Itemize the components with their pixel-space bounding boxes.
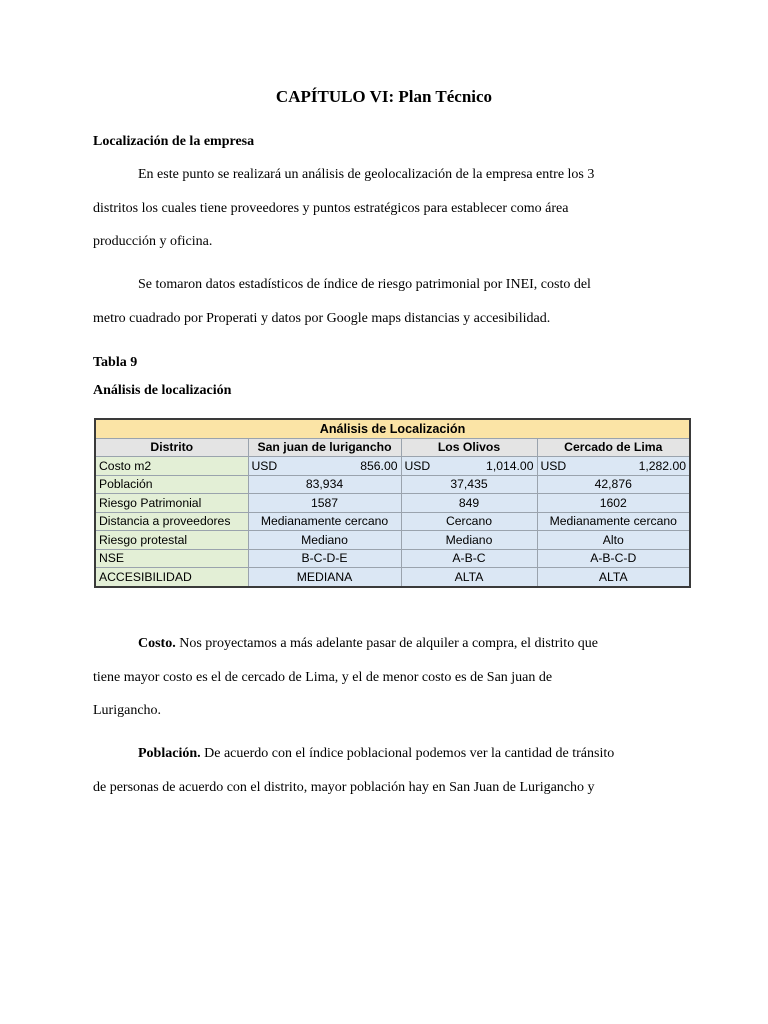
table-cell: USD 856.00 — [248, 457, 401, 476]
paragraph-line: producción y oficina. — [93, 234, 213, 249]
table-cell: 83,934 — [248, 475, 401, 494]
table-cell: 37,435 — [401, 475, 537, 494]
column-header: Los Olivos — [401, 438, 537, 457]
paragraph-line: Lurigancho. — [93, 703, 162, 718]
table-cell: 849 — [401, 494, 537, 513]
table-cell: B-C-D-E — [248, 549, 401, 568]
table-number: Tabla 9 — [93, 355, 138, 370]
chapter-title: CAPÍTULO VI: Plan Técnico — [275, 87, 493, 106]
paragraph-line: Costo. Nos proyectamos a más adelante pasar de alquiler a compra, el distrito que — [138, 636, 598, 651]
table-row — [95, 568, 690, 587]
table-row — [95, 494, 690, 513]
table-cell: Alto — [537, 531, 690, 550]
row-label: ACCESIBILIDAD — [95, 568, 248, 587]
table-cell: Cercano — [401, 512, 537, 531]
table-cell: ALTA — [401, 568, 537, 587]
table-cell: Medianamente cercano — [248, 512, 401, 531]
table-cell: MEDIANA — [248, 568, 401, 587]
row-label: Riesgo Patrimonial — [95, 494, 248, 513]
location-analysis-table — [94, 418, 691, 588]
paragraph-intro — [93, 158, 673, 259]
row-label: Distancia a proveedores — [95, 512, 248, 531]
table-cell: Medianamente cercano — [537, 512, 690, 531]
paragraph-line: distritos los cuales tiene proveedores y puntos estratégicos para establecer como área — [93, 200, 569, 216]
paragraph-sources — [93, 268, 673, 335]
column-header: Distrito — [95, 438, 248, 457]
table-cell: Mediano — [401, 531, 537, 550]
table-row — [95, 512, 690, 531]
column-header: San juan de lurigancho — [248, 438, 401, 457]
table-cell: 1602 — [537, 494, 690, 513]
paragraph-costo — [93, 627, 673, 728]
paragraph-line: de personas de acuerdo con el distrito, mayor población hay en San Juan de Lurigancho y — [93, 779, 595, 795]
row-label: NSE — [95, 549, 248, 568]
table-cell: 42,876 — [537, 475, 690, 494]
row-label: Población — [95, 475, 248, 494]
paragraph-line: En este punto se realizará un análisis de geolocalización de la empresa entre los 3 — [138, 167, 595, 182]
table-cell: USD 1,014.00 — [401, 457, 537, 476]
table-row — [95, 549, 690, 568]
paragraph-poblacion — [93, 737, 673, 804]
table-row — [95, 475, 690, 494]
paragraph-line: Población. De acuerdo con el índice poblacional podemos ver la cantidad de tránsito — [138, 746, 615, 761]
table-row — [95, 457, 690, 476]
column-header: Cercado de Lima — [537, 438, 690, 457]
poblacion-label: Población. — [138, 746, 201, 761]
section-heading: Localización de la empresa — [93, 134, 255, 149]
table-cell: Mediano — [248, 531, 401, 550]
row-label: Riesgo protestal — [95, 531, 248, 550]
costo-label: Costo. — [138, 636, 176, 651]
table-cell: 1587 — [248, 494, 401, 513]
table-cell: USD 1,282.00 — [537, 457, 690, 476]
paragraph-line: tiene mayor costo es el de cercado de Lima, y el de menor costo es de San juan de — [93, 669, 553, 685]
table-title: Análisis de localización — [93, 383, 232, 398]
paragraph-line: Se tomaron datos estadísticos de índice de riesgo patrimonial por INEI, costo del — [138, 277, 591, 292]
paragraph-line: metro cuadrado por Properati y datos por Google maps distancias y accesibilidad. — [93, 310, 551, 326]
row-label: Costo m2 — [95, 457, 248, 476]
table-cell: A-B-C-D — [537, 549, 690, 568]
table-header-row — [95, 438, 690, 457]
table-caption: Análisis de Localización — [95, 419, 690, 438]
table-cell: A-B-C — [401, 549, 537, 568]
table-row — [95, 531, 690, 550]
table-cell: ALTA — [537, 568, 690, 587]
